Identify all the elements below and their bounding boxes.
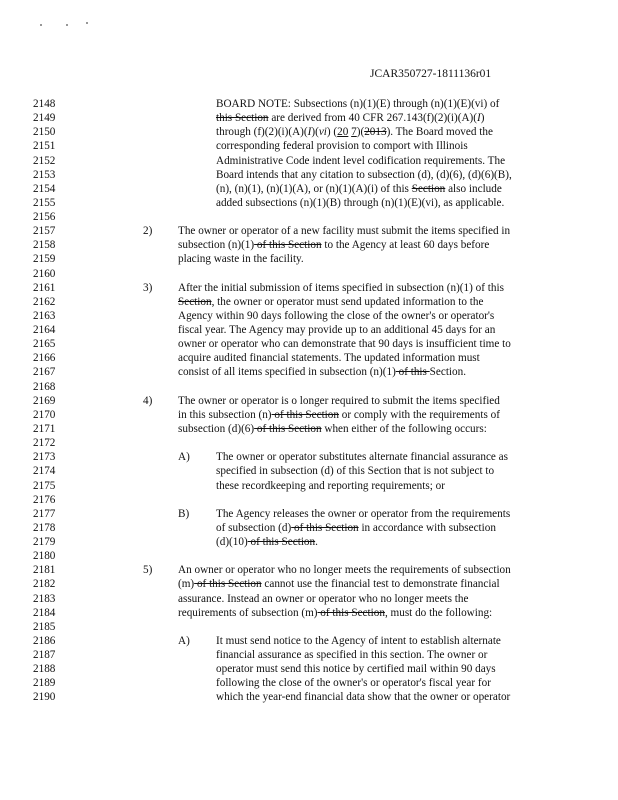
line-text <box>178 323 495 337</box>
text-run: )( <box>356 126 365 139</box>
line-number: 2164 <box>33 324 56 337</box>
scan-speck <box>40 24 42 26</box>
text-run: It must send notice to the Agency of intent to establish alternate <box>216 634 501 647</box>
line-number: 2177 <box>33 507 56 520</box>
text-line <box>0 507 618 521</box>
text-run: of this Section <box>254 239 322 252</box>
text-run: or comply with the requirements of <box>338 408 500 421</box>
text-run: 7 <box>351 126 357 139</box>
text-run: corresponding federal provision to comport with Illinois <box>216 140 468 153</box>
line-number: 2185 <box>33 620 56 633</box>
text-run: of this Section <box>317 606 385 619</box>
line-text <box>178 295 483 309</box>
text-line <box>0 535 618 549</box>
text-line <box>0 111 618 125</box>
line-text <box>178 577 500 591</box>
text-run: in this subsection (n) <box>178 408 272 421</box>
line-text <box>178 365 466 379</box>
text-line <box>0 281 618 295</box>
text-line <box>0 606 618 620</box>
text-run: are derived from 40 CFR 267.143(f)(2)(i)(A)( <box>268 112 477 125</box>
text-line <box>0 521 618 535</box>
line-number: 2184 <box>33 606 56 619</box>
text-line <box>0 182 618 196</box>
line-number: 2152 <box>33 154 56 167</box>
line-text <box>216 464 494 478</box>
text-run: specified in subsection (d) of this Section that is not subject to <box>216 465 495 478</box>
line-number: 2180 <box>33 550 56 563</box>
line-number: 2172 <box>33 437 56 450</box>
line-number: 2173 <box>33 451 56 464</box>
line-text <box>216 450 508 464</box>
text-line <box>0 351 618 365</box>
line-text <box>216 111 484 125</box>
text-run: I <box>477 112 481 125</box>
line-text <box>216 97 499 111</box>
line-text <box>216 139 468 153</box>
line-text <box>178 606 492 620</box>
text-run: fiscal year. The Agency may provide up to an additional 45 days for an <box>178 324 496 337</box>
text-line <box>0 676 618 690</box>
text-run: requirements of subsection (m) <box>178 606 318 619</box>
text-line <box>0 563 618 577</box>
line-number: 2148 <box>33 98 56 110</box>
text-line <box>0 620 618 634</box>
text-run: subsection (d)(6) <box>178 422 255 435</box>
text-run: acquire audited financial statements. The updated information must <box>178 352 480 365</box>
text-line <box>0 267 618 281</box>
text-run: The Agency releases the owner or operator from the requirements <box>216 507 511 520</box>
text-run: placing waste in the facility. <box>178 253 304 266</box>
line-number: 2183 <box>33 592 56 605</box>
line-number: 2161 <box>33 281 56 294</box>
line-number: 2150 <box>33 126 56 139</box>
text-run: of this <box>395 366 430 379</box>
text-run: )( <box>311 126 319 139</box>
text-run: BOARD NOTE: Subsections (n)(1)(E) through (n)(1)(E)(vi) of <box>216 98 500 110</box>
text-run: (d)(10) <box>216 536 248 549</box>
text-run: cannot use the financial test to demonstrate financial <box>261 578 500 591</box>
text-run: assurance. Instead an owner or operator who no longer meets the <box>178 592 469 605</box>
text-line <box>0 394 618 408</box>
text-run: added subsections (n)(1)(B) through (n)(1)(E)(vi), as applicable. <box>216 196 505 209</box>
text-run: The owner or operator of a new facility must submit the items specified in <box>178 225 511 238</box>
line-number: 2187 <box>33 649 56 662</box>
line-number: 2166 <box>33 352 56 365</box>
text-run: in accordance with subsection <box>358 521 496 534</box>
text-run: this Section <box>216 112 269 125</box>
text-run: when either of the following occurs: <box>321 422 487 435</box>
text-run: through (f)(2)(i)(A)( <box>216 126 308 139</box>
text-line <box>0 337 618 351</box>
line-text <box>178 351 480 365</box>
text-line <box>0 168 618 182</box>
line-text <box>216 535 318 549</box>
text-line <box>0 577 618 591</box>
line-text <box>216 479 445 493</box>
scan-speck <box>66 24 68 26</box>
text-run: , the owner or operator must send updated information to the <box>211 295 484 308</box>
line-text <box>178 224 510 238</box>
line-text <box>178 281 504 295</box>
text-run: vi <box>318 126 327 139</box>
line-number: 2151 <box>33 140 56 153</box>
text-line <box>0 479 618 493</box>
line-text <box>178 592 468 606</box>
text-line <box>0 422 618 436</box>
text-run: (m) <box>178 578 195 591</box>
line-number: 2155 <box>33 196 56 209</box>
text-line <box>0 365 618 379</box>
line-number: 2163 <box>33 309 56 322</box>
text-run: of subsection (d) <box>216 521 292 534</box>
document-id: JCAR350727-1811136r01 <box>370 68 492 80</box>
text-run: Section <box>411 182 446 195</box>
text-run: of this Section <box>291 521 359 534</box>
line-number: 2149 <box>33 112 56 125</box>
text-run: I <box>307 126 312 139</box>
line-number: 2179 <box>33 536 56 549</box>
line-number: 2174 <box>33 465 56 478</box>
line-number: 2175 <box>33 479 56 492</box>
text-run: these recordkeeping and reporting requirements; or <box>216 479 445 492</box>
text-line <box>0 252 618 266</box>
text-run: ) <box>480 112 485 125</box>
line-number: 2170 <box>33 408 56 421</box>
line-number: 2153 <box>33 168 56 181</box>
line-number: 2181 <box>33 564 56 577</box>
line-number: 2182 <box>33 578 56 591</box>
text-line <box>0 309 618 323</box>
line-number: 2165 <box>33 338 56 351</box>
text-line <box>0 634 618 648</box>
line-number: 2167 <box>33 366 56 379</box>
text-line <box>0 97 618 111</box>
text-run: Agency within 90 days following the close of the owner's or operator's <box>178 309 495 322</box>
line-text <box>216 168 512 182</box>
text-run: 2013 <box>364 126 387 139</box>
line-number: 2162 <box>33 295 56 308</box>
text-line <box>0 493 618 507</box>
line-text <box>178 252 304 266</box>
subsection-label: 3) <box>143 281 153 294</box>
text-run: After the initial submission of items specified in subsection (n)(1) of this <box>178 281 504 294</box>
text-line <box>0 125 618 139</box>
line-number: 2176 <box>33 493 56 506</box>
text-line <box>0 690 618 704</box>
text-line <box>0 662 618 676</box>
text-run: , must do the following: <box>384 606 493 619</box>
subsection-label: B) <box>178 507 190 520</box>
subsection-label: 5) <box>143 564 153 577</box>
text-run: which the year-end financial data show that the owner or operator <box>216 691 511 704</box>
text-run: financial assurance as specified in this section. The owner or <box>216 649 488 662</box>
line-number: 2190 <box>33 691 56 704</box>
text-run: Section <box>178 295 212 308</box>
text-run: ). The Board moved the <box>386 126 493 139</box>
text-run: 20 <box>337 126 349 139</box>
line-number: 2186 <box>33 634 56 647</box>
text-run: ) ( <box>326 126 338 139</box>
subsection-label: 2) <box>143 225 153 238</box>
text-run: Board intends that any citation to subsection (d), (d)(6), (d)(6)(B), <box>216 168 512 181</box>
text-run: Section. <box>429 366 467 379</box>
text-line <box>0 380 618 394</box>
line-number: 2168 <box>33 380 56 393</box>
line-text <box>178 309 494 323</box>
text-line <box>0 436 618 450</box>
text-line <box>0 295 618 309</box>
line-number: 2158 <box>33 239 56 252</box>
text-line <box>0 154 618 168</box>
text-line <box>0 224 618 238</box>
text-run: of this Section <box>271 408 339 421</box>
line-text <box>178 337 511 351</box>
text-run: . <box>315 536 318 549</box>
line-text <box>216 196 504 210</box>
line-text <box>178 563 511 577</box>
line-text <box>178 408 500 422</box>
line-text <box>216 676 491 690</box>
text-line <box>0 450 618 464</box>
line-text <box>216 182 502 196</box>
line-text <box>178 238 489 252</box>
text-line <box>0 549 618 563</box>
text-run: The owner or operator substitutes alternate financial assurance as <box>216 451 509 464</box>
line-text <box>178 422 487 436</box>
text-run: of this Section <box>194 578 262 591</box>
text-line <box>0 592 618 606</box>
line-number: 2169 <box>33 394 56 407</box>
text-run: operator must send this notice by certified mail within 90 days <box>216 663 496 676</box>
text-run: subsection (n)(1) <box>178 239 255 252</box>
line-text <box>178 394 500 408</box>
line-number: 2178 <box>33 521 56 534</box>
text-line <box>0 464 618 478</box>
line-text <box>216 507 510 521</box>
line-number: 2156 <box>33 211 56 224</box>
line-text <box>216 648 487 662</box>
text-line <box>0 408 618 422</box>
text-run: Administrative Code indent level codification requirements. The <box>216 154 506 167</box>
line-text <box>216 634 501 648</box>
text-run: (n), (n)(1), (n)(1)(A), or (n)(1)(A)(i) of this <box>216 182 412 195</box>
subsection-label: A) <box>178 451 190 464</box>
text-run: consist of all items specified in subsection (n)(1) <box>178 366 396 379</box>
line-number: 2171 <box>33 422 56 435</box>
text-run: following the close of the owner's or operator's fiscal year for <box>216 677 491 690</box>
line-number: 2160 <box>33 267 56 280</box>
subsection-label: A) <box>178 634 190 647</box>
line-number: 2159 <box>33 253 56 266</box>
text-run: of this Section <box>247 536 316 549</box>
text-line <box>0 323 618 337</box>
line-number: 2188 <box>33 663 56 676</box>
line-number: 2157 <box>33 225 56 238</box>
text-run: also include <box>445 182 502 195</box>
text-run: owner or operator who can demonstrate that 90 days is insufficient time to <box>178 338 511 351</box>
text-run: of this Section <box>254 422 322 435</box>
line-text <box>216 690 510 704</box>
text-line <box>0 196 618 210</box>
subsection-label: 4) <box>143 394 153 407</box>
text-run: An owner or operator who no longer meets the requirements of subsection <box>178 564 511 577</box>
text-line <box>0 139 618 153</box>
line-text <box>216 521 496 535</box>
scan-speck <box>86 22 88 24</box>
text-line <box>0 648 618 662</box>
text-line <box>0 238 618 252</box>
text-run: The owner or operator is o longer required to submit the items specified <box>178 394 500 407</box>
line-text <box>216 662 496 676</box>
line-number: 2189 <box>33 677 56 690</box>
line-number: 2154 <box>33 182 56 195</box>
line-text <box>216 154 505 168</box>
text-run: to the Agency at least 60 days before <box>321 239 490 252</box>
text-line <box>0 210 618 224</box>
line-text <box>216 125 493 139</box>
